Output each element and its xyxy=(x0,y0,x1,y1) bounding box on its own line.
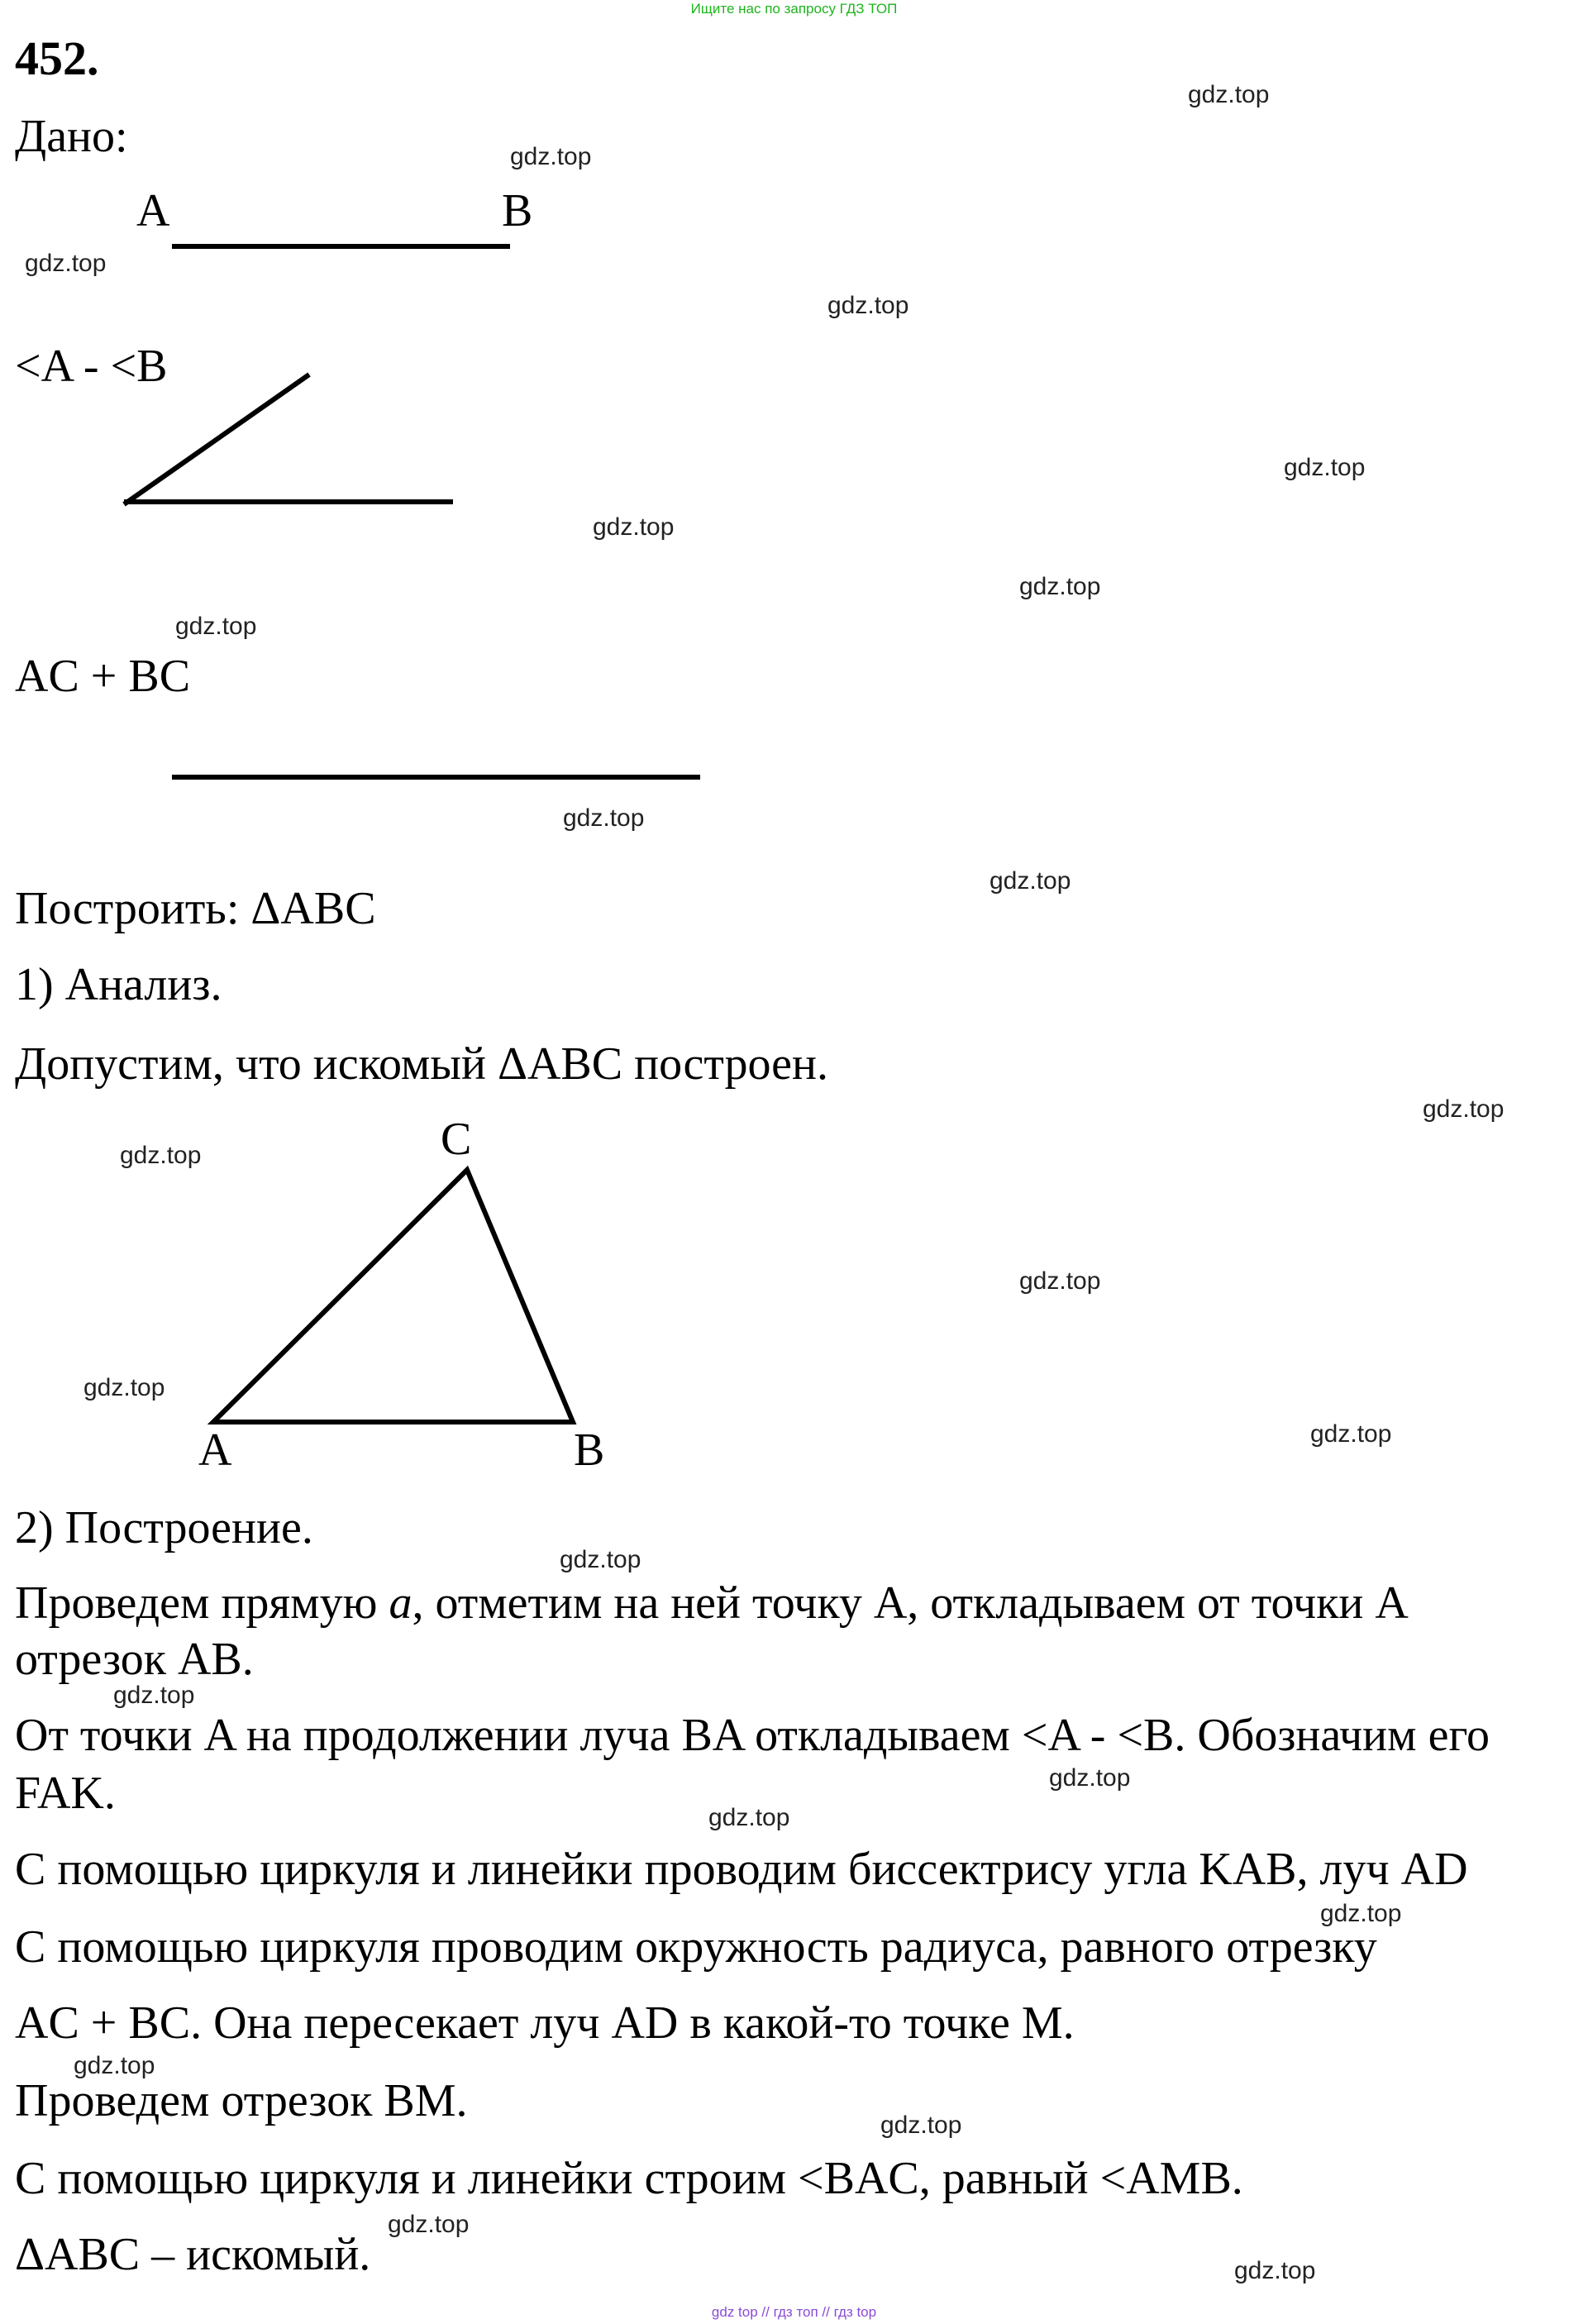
watermark: gdz.top xyxy=(593,513,675,541)
step-2-line-1: От точки A на продолжении луча BA откладываем <A - <B. Обозначим его xyxy=(15,1710,1490,1761)
triangle-label-b: B xyxy=(574,1424,605,1476)
construction-heading: 2) Построение. xyxy=(15,1502,313,1553)
bottom-banner[interactable]: gdz top // гдз топ // гдз top xyxy=(711,2304,877,2320)
watermark: gdz.top xyxy=(113,1682,195,1709)
watermark: gdz.top xyxy=(1423,1095,1505,1123)
watermark: gdz.top xyxy=(1284,454,1366,481)
watermark: gdz.top xyxy=(388,2211,470,2238)
analysis-text: Допустим, что искомый ΔABC построен. xyxy=(15,1038,828,1090)
construct-label: Построить: ΔABC xyxy=(15,883,376,934)
segment-label-a: A xyxy=(136,185,170,236)
step-1-line-2: отрезок AB. xyxy=(15,1634,254,1685)
triangle-label-a: A xyxy=(198,1424,232,1476)
watermark: gdz.top xyxy=(74,2052,155,2079)
watermark: gdz.top xyxy=(563,804,645,832)
watermark: gdz.top xyxy=(25,250,107,277)
watermark: gdz.top xyxy=(1234,2257,1316,2284)
angle-ray-upper xyxy=(124,375,309,504)
sum-label: AC + BC xyxy=(15,651,191,702)
segment-label-b: B xyxy=(502,185,533,236)
triangle-abc xyxy=(213,1170,573,1422)
analysis-heading: 1) Анализ. xyxy=(15,959,222,1010)
triangle-label-c: C xyxy=(441,1114,472,1165)
step-3: С помощью циркуля и линейки проводим биссектрису угла KAB, луч AD xyxy=(15,1844,1468,1895)
watermark: gdz.top xyxy=(1310,1420,1392,1448)
watermark: gdz.top xyxy=(990,867,1071,895)
step-1-text-start: Проведем прямую xyxy=(15,1577,389,1629)
watermark: gdz.top xyxy=(880,2112,962,2139)
step-2-line-2: FAK. xyxy=(15,1768,116,1819)
angle-diff-label: <A - <B xyxy=(15,341,168,392)
step-7: ΔABC – искомый. xyxy=(15,2229,371,2280)
watermark: gdz.top xyxy=(510,143,592,170)
step-1-line-1 xyxy=(15,1576,1409,1630)
watermark: gdz.top xyxy=(1188,81,1270,108)
watermark: gdz.top xyxy=(120,1142,202,1169)
step-5: Проведем отрезок BM. xyxy=(15,2075,468,2126)
step-6: С помощью циркуля и линейки строим <BAC, равный <AMB. xyxy=(15,2153,1243,2204)
watermark: gdz.top xyxy=(175,613,257,640)
watermark: gdz.top xyxy=(560,1546,641,1573)
watermark: gdz.top xyxy=(1019,1267,1101,1295)
watermark: gdz.top xyxy=(1049,1764,1131,1792)
watermark: gdz.top xyxy=(1320,1900,1402,1927)
step-4-line-1: С помощью циркуля проводим окружность радиуса, равного отрезку xyxy=(15,1921,1377,1973)
watermark: gdz.top xyxy=(1019,573,1101,600)
given-label: Дано: xyxy=(15,111,128,162)
watermark: gdz.top xyxy=(83,1374,165,1401)
watermark: gdz.top xyxy=(708,1804,790,1831)
watermark: gdz.top xyxy=(827,292,909,319)
step-1-text-end: , отметим на ней точку A, откладываем от точки A xyxy=(412,1577,1409,1629)
step-4-line-2: AC + BC. Она пересекает луч AD в какой-то точке M. xyxy=(15,1997,1075,2049)
top-banner[interactable]: Ищите нас по запросу ГДЗ ТОП xyxy=(690,1,898,17)
step-1-variable: a xyxy=(389,1577,412,1629)
problem-number: 452. xyxy=(15,31,99,85)
